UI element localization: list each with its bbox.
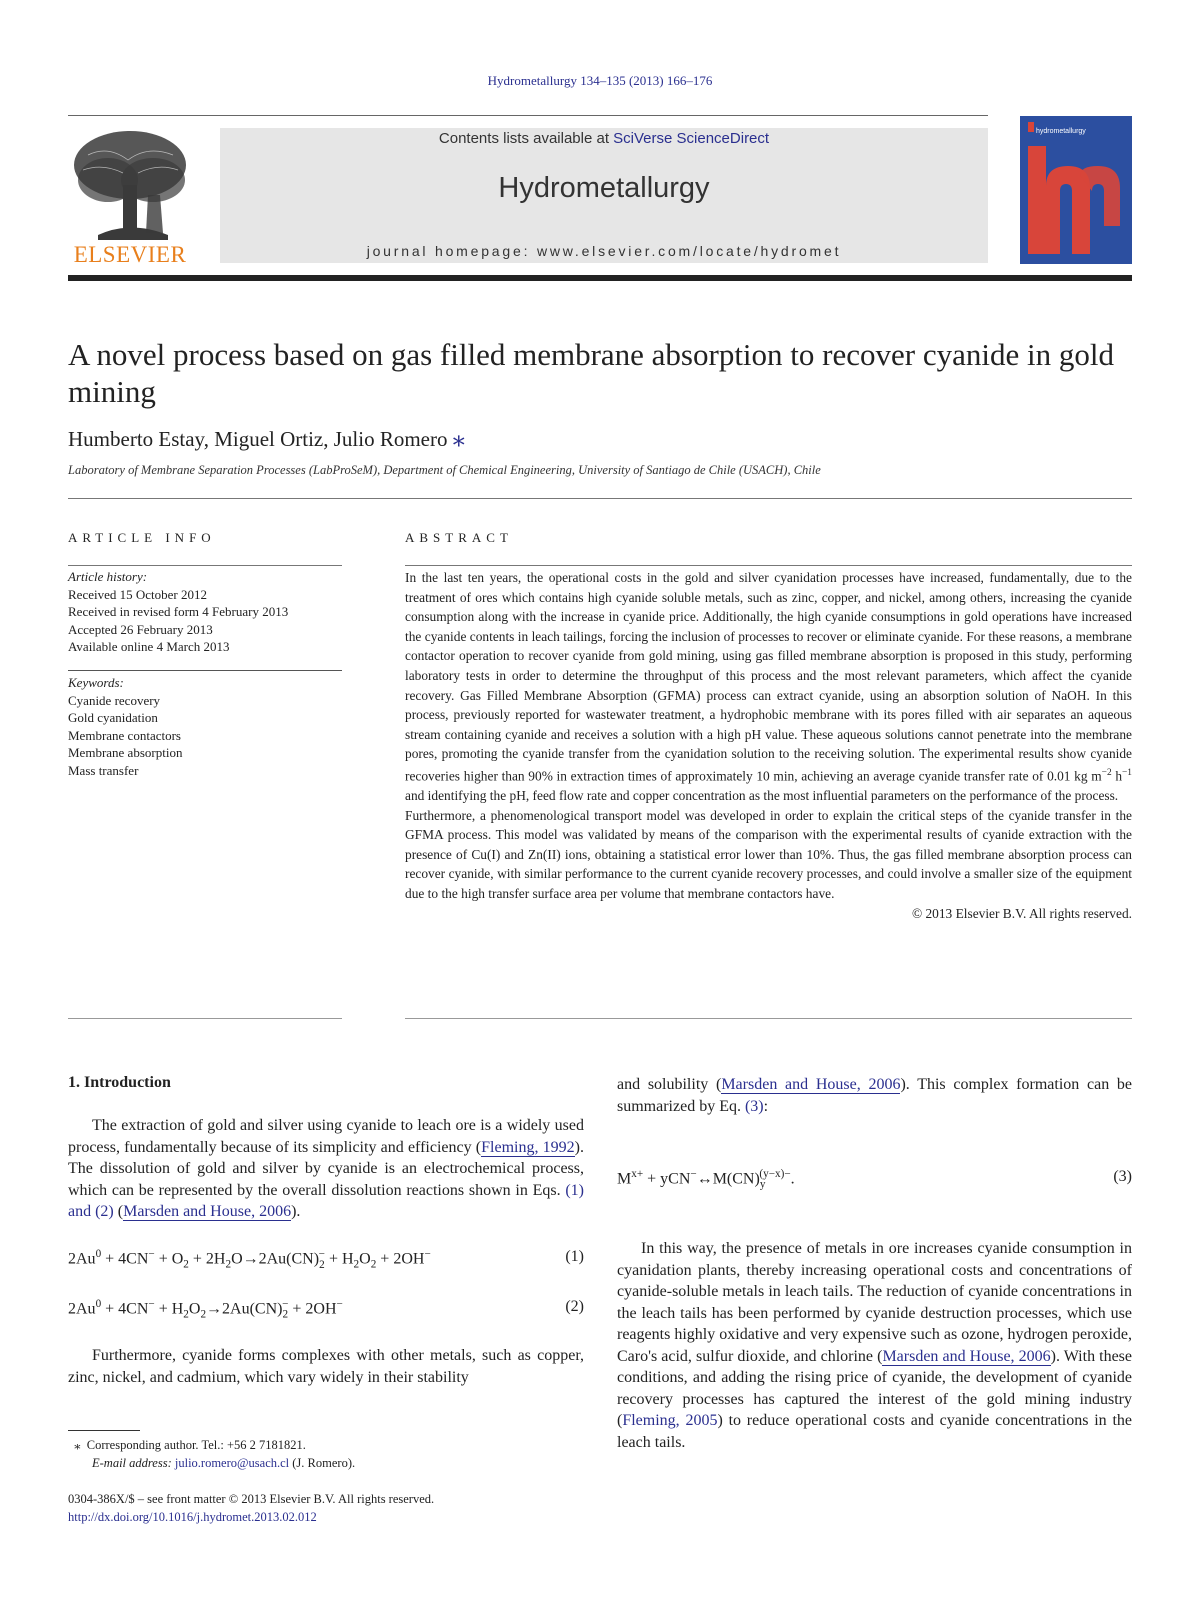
intro-paragraph-1: The extraction of gold and silver using cyanide to leach ore is a widely used process, fundamentally because of its simplicity and efficiency (Fleming, 1992). The dissolution of gold and silver by cyanide is an electrochemical process, which can be represented by the overall dissolution reactions shown in Eqs. (1) and (2) (Marsden and House, 2006). bbox=[68, 1117, 584, 1220]
issn-line: 0304-386X/$ – see front matter © 2013 Elsevier B.V. All rights reserved. bbox=[68, 1492, 435, 1506]
abstract-rule bbox=[405, 565, 1132, 566]
abstract-paragraph-2: Furthermore, a phenomenological transport model was developed in order to explain the critical steps of the cyanide transfer in the GFMA process. This model was validated by means of the comparison with the experimental results of cyanide extraction with the presence of Cu(I) and Zn(II) ions, obtaining a statistical error lower than 10%. Thus, the gas filled membrane absorption process can recover cyanide, with similar performance to the current cyanide recovery processes, and could involve a smaller size of the equipment due to the high transfer surface area per volume that membrane contactors have. bbox=[405, 807, 1132, 901]
section-heading-introduction: 1. Introduction bbox=[68, 1074, 171, 1091]
abstract-paragraph-1: In the last ten years, the operational costs in the gold and silver cyanidation processes have increased, fundamentally, due to the treatment of ores which contains high cyanide soluble metals, such as zinc, copper, and nickel, among others, increasing the cyanide consumption along with the increase in cyanide price. Additionally, the high cyanide consumptions in gold operations have increased the cyanide contents in leach tailings, forcing the inclusion of processes to recover or eliminate cyanide. For these reasons, a membrane contactor operation to recover cyanide from gold mining, using gas filled membrane absorption is proposed in this study, performing laboratory tests in order to determine the throughput of this process and the most relevant parameters, which affect the cyanide recovery. Gas Filled Membrane Absorption (GFMA) process can extract cyanide, using an absorption solution of NaOH. In this process, previously reported for wastewater treatment, a hydrophobic membrane with its pores filled with air separates an aqueous stream containing cyanide and receives a solution with a high pH value. These aqueous solutions cannot penetrate into the membrane pores, promoting the cyanide transfer from the cyanidation solution to the receiving solution. The experimental results show cyanide recoveries higher than 90% in extraction times of approximately 10 min, achieving an average cyanide transfer rate of 0.01 kg $m^{-2}$ $h^{-1}$ and identifying the pH, feed flow rate and copper concentration as the most influential parameters on the performance of the process. bbox=[405, 570, 1132, 803]
cover-hm-logo-icon bbox=[1020, 116, 1132, 264]
header-thick-divider bbox=[68, 275, 1132, 281]
author-email-link[interactable]: julio.romero@usach.cl bbox=[174, 1456, 290, 1470]
keyword: Cyanide recovery bbox=[68, 692, 161, 708]
history-item: Received 15 October 2012 bbox=[68, 586, 207, 602]
ref-eqs-1-2[interactable]: (1) and (2) bbox=[68, 1181, 584, 1220]
ref-fleming-1992[interactable]: Fleming, 1992 bbox=[481, 1138, 575, 1156]
equation-2 bbox=[68, 1298, 584, 1322]
equation-3 bbox=[617, 1168, 1132, 1196]
footnote-text: Corresponding author. Tel.: +56 2 7181821. bbox=[86, 1438, 306, 1452]
contents-prefix: Contents lists available at bbox=[438, 130, 609, 147]
history-item: Available online 4 March 2013 bbox=[68, 639, 230, 655]
right-col-paragraph-1: and solubility (Marsden and House, 2006). This complex formation can be summarized by Eq. (3): bbox=[617, 1076, 1133, 1115]
corresponding-author-link[interactable]: ⁎ bbox=[452, 426, 465, 452]
email-label: E-mail address: bbox=[92, 1456, 172, 1470]
equation-1-expression: $2Au^0 + 4CN^- + O_2 + 2H_2O\to 2Au(CN)_2^- + H_2O_2 + 2OH^-$ bbox=[68, 1248, 431, 1271]
equation-1 bbox=[68, 1248, 584, 1272]
ref-marsden-house-2006[interactable]: Marsden and House, 2006 bbox=[721, 1076, 901, 1093]
ref-eq-3[interactable]: (3) bbox=[744, 1097, 764, 1115]
equation-3-expression: $M^{x+}$ + $yCN^-\leftrightarrow M(CN)_y^{(y-x)-}$. bbox=[617, 1168, 795, 1191]
abstract-heading: ABSTRACT bbox=[405, 530, 513, 545]
equation-3-number: (3) bbox=[1113, 1168, 1132, 1185]
journal-homepage[interactable]: journal homepage: www.elsevier.com/locate/hydromet bbox=[366, 243, 842, 259]
ref-marsden-house-2006[interactable]: Marsden and House, 2006 bbox=[882, 1347, 1051, 1365]
journal-title: Hydrometallurgy bbox=[498, 172, 710, 204]
history-item: Accepted 26 February 2013 bbox=[68, 621, 213, 637]
elsevier-wordmark: ELSEVIER bbox=[73, 242, 187, 267]
journal-citation-link[interactable]: Hydrometallurgy 134–135 (2013) 166–176 bbox=[487, 73, 713, 88]
article-history bbox=[68, 568, 342, 656]
keywords-rule bbox=[68, 670, 342, 671]
footnote-rule bbox=[68, 1430, 140, 1431]
title-divider bbox=[68, 498, 1132, 499]
sciencedirect-link[interactable]: SciVerse ScienceDirect bbox=[613, 130, 770, 147]
keyword: Gold cyanidation bbox=[68, 710, 158, 726]
keywords-label: Keywords: bbox=[68, 675, 124, 690]
ref-fleming-2005[interactable]: Fleming, 2005 bbox=[622, 1412, 718, 1429]
article-title: A novel process based on gas filled membrane absorption to recover cyanide in gold mining bbox=[68, 337, 1114, 409]
intro-paragraph-2: Furthermore, cyanide forms complexes with other metals, such as copper, zinc, nickel, and cadmium, which vary widely in their stability bbox=[68, 1347, 584, 1386]
article-info-heading: ARTICLE INFO bbox=[68, 530, 216, 545]
author-list bbox=[68, 424, 465, 453]
footnote-mark: ⁎ bbox=[74, 1438, 81, 1452]
article-info-rule bbox=[68, 565, 342, 566]
abstract-copyright: © 2013 Elsevier B.V. All rights reserved. bbox=[911, 905, 1132, 921]
author-names: Humberto Estay, Miguel Ortiz, Julio Romero bbox=[68, 427, 448, 451]
equation-2-number: (2) bbox=[565, 1298, 584, 1315]
history-item: Received in revised form 4 February 2013 bbox=[68, 604, 289, 620]
journal-cover-thumbnail bbox=[1020, 116, 1132, 264]
right-col-paragraph-2: In this way, the presence of metals in ore increases cyanide consumption in cyanidation plants, thereby increasing operational costs and concentrations of cyanide-soluble metals in leach tails. The reduction of cyanide concentrations in the leach tails has been performed by cyanide destruction processes, which use reagents highly oxidative and very expensive such as ozone, hydrogen peroxide, Caro's acid, sulfur dioxide, and chlorine (Marsden and House, 2006). With these conditions, and adding the rising price of cyanide, the development of cyanide recovery processes has captured the interest of the gold mining industry (Fleming, 2005) to reduce operational costs and cyanide concentrations in the leach tails. bbox=[617, 1240, 1133, 1451]
affiliation: Laboratory of Membrane Separation Processes (LabProSeM), Department of Chemical Engineering, University of Santiago de Chile (USACH), Chile bbox=[68, 463, 821, 477]
contents-line bbox=[220, 130, 988, 147]
keyword: Membrane absorption bbox=[68, 745, 183, 761]
ref-marsden-house-2006[interactable]: Marsden and House, 2006 bbox=[123, 1203, 292, 1220]
front-matter bbox=[68, 1490, 434, 1526]
keywords-list bbox=[68, 674, 342, 780]
corresponding-author-footnote bbox=[68, 1436, 355, 1472]
equation-1-number: (1) bbox=[565, 1248, 584, 1265]
history-label: Article history: bbox=[68, 569, 148, 584]
article-info-bottom-rule bbox=[68, 1018, 342, 1019]
abstract-body bbox=[405, 568, 1132, 923]
doi-link[interactable]: http://dx.doi.org/10.1016/j.hydromet.2013.02.012 bbox=[68, 1510, 317, 1524]
abstract-bottom-rule bbox=[405, 1018, 1132, 1019]
cover-title: hydrometallurgy bbox=[1036, 128, 1086, 135]
keyword: Membrane contactors bbox=[68, 727, 181, 743]
equation-2-expression: $2Au^0 + 4CN^- + H_2O_2\to 2Au(CN)_2^- + 2OH^-$ bbox=[68, 1298, 343, 1321]
keyword: Mass transfer bbox=[68, 762, 139, 778]
header-divider bbox=[68, 115, 988, 116]
email-suffix: (J. Romero). bbox=[292, 1456, 356, 1470]
